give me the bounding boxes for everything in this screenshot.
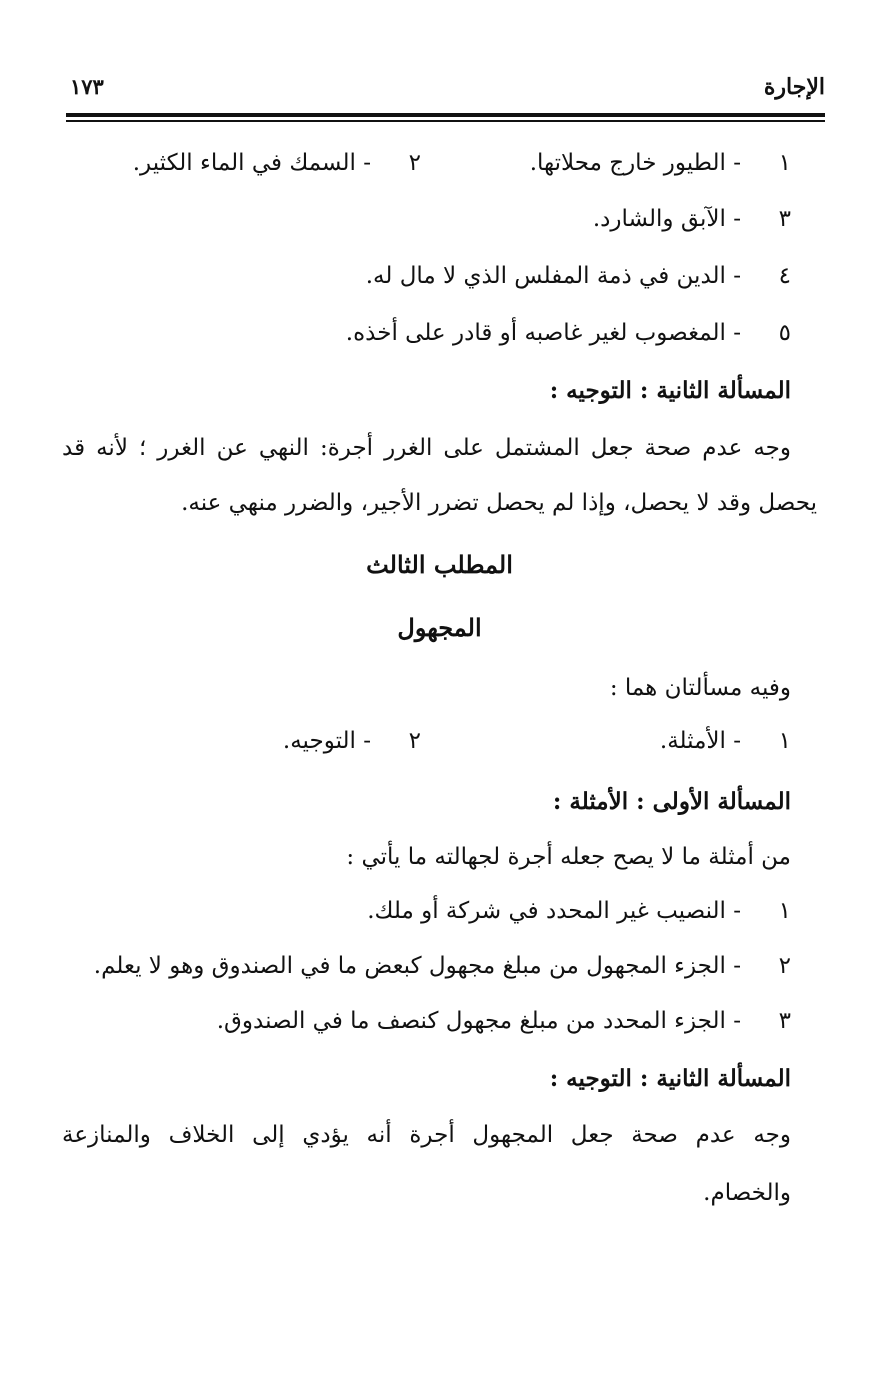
item-number: ٢ bbox=[778, 953, 791, 979]
list-item bbox=[283, 728, 421, 754]
item-text: - الآبق والشارد. bbox=[592, 206, 741, 232]
list-item bbox=[366, 263, 791, 289]
list-item bbox=[133, 150, 421, 176]
intro-text: من أمثلة ما لا يصح جعله أجرة لجهالته ما يأتي : bbox=[346, 844, 791, 870]
paragraph-line: وجه عدم صحة جعل المجهول أجرة أنه يؤدي إلى الخلاف والمنازعة bbox=[62, 1122, 791, 1148]
list-row-1-2 bbox=[132, 150, 791, 176]
running-title: الإجارة bbox=[763, 74, 825, 100]
item-text: - الجزء المحدد من مبلغ مجهول كنصف ما في الصندوق. bbox=[216, 1008, 741, 1034]
page-header bbox=[66, 70, 825, 110]
item-number: ٤ bbox=[778, 263, 791, 289]
item-number: ٢ bbox=[408, 728, 421, 754]
item-text: - الجزء المجهول من مبلغ مجهول كبعض ما في الصندوق وهو لا يعلم. bbox=[93, 953, 741, 979]
item-number: ١ bbox=[778, 898, 791, 924]
intro-text: وفيه مسألتان هما : bbox=[609, 675, 791, 701]
item-text: - التوجيه. bbox=[282, 728, 371, 754]
paragraph-line: وجه عدم صحة جعل المشتمل على الغرر أجرة: النهي عن الغرر ؛ لأنه قد bbox=[62, 435, 791, 461]
header-rule-thick bbox=[66, 113, 825, 117]
page-number: ١٧٣ bbox=[70, 74, 104, 99]
list-item bbox=[530, 150, 791, 176]
paragraph-line: يحصل وقد لا يحصل، وإذا لم يحصل تضرر الأجير، والضرر منهي عنه. bbox=[181, 490, 817, 516]
item-number: ١ bbox=[778, 728, 791, 754]
item-text: - السمك في الماء الكثير. bbox=[132, 150, 371, 176]
list-item bbox=[593, 206, 791, 232]
item-text: - الطيور خارج محلاتها. bbox=[529, 150, 741, 176]
chapter-subtitle: المجهول bbox=[397, 613, 482, 642]
section-heading: المسألة الثانية : التوجيه : bbox=[549, 1065, 791, 1092]
item-number: ٥ bbox=[778, 320, 791, 346]
item-text: - المغصوب لغير غاصبه أو قادر على أخذه. bbox=[345, 320, 741, 346]
list-item bbox=[217, 1008, 791, 1034]
item-text: - الدين في ذمة المفلس الذي لا مال له. bbox=[365, 263, 741, 289]
list-item bbox=[367, 898, 791, 924]
list-item bbox=[94, 953, 791, 979]
section-heading: المسألة الثانية : التوجيه : bbox=[549, 377, 791, 404]
list-item bbox=[346, 320, 791, 346]
paragraph-line: والخصام. bbox=[703, 1180, 791, 1206]
chapter-title: المطلب الثالث bbox=[366, 550, 513, 579]
item-text: - النصيب غير المحدد في شركة أو ملك. bbox=[367, 898, 741, 924]
item-number: ١ bbox=[778, 150, 791, 176]
list-item bbox=[660, 728, 791, 754]
item-number: ٢ bbox=[408, 150, 421, 176]
item-number: ٣ bbox=[778, 206, 791, 232]
header-rule-thin bbox=[66, 120, 825, 122]
section-heading: المسألة الأولى : الأمثلة : bbox=[552, 788, 791, 815]
item-number: ٣ bbox=[778, 1008, 791, 1034]
list-row-1-2 bbox=[282, 728, 791, 754]
item-text: - الأمثلة. bbox=[659, 728, 741, 754]
